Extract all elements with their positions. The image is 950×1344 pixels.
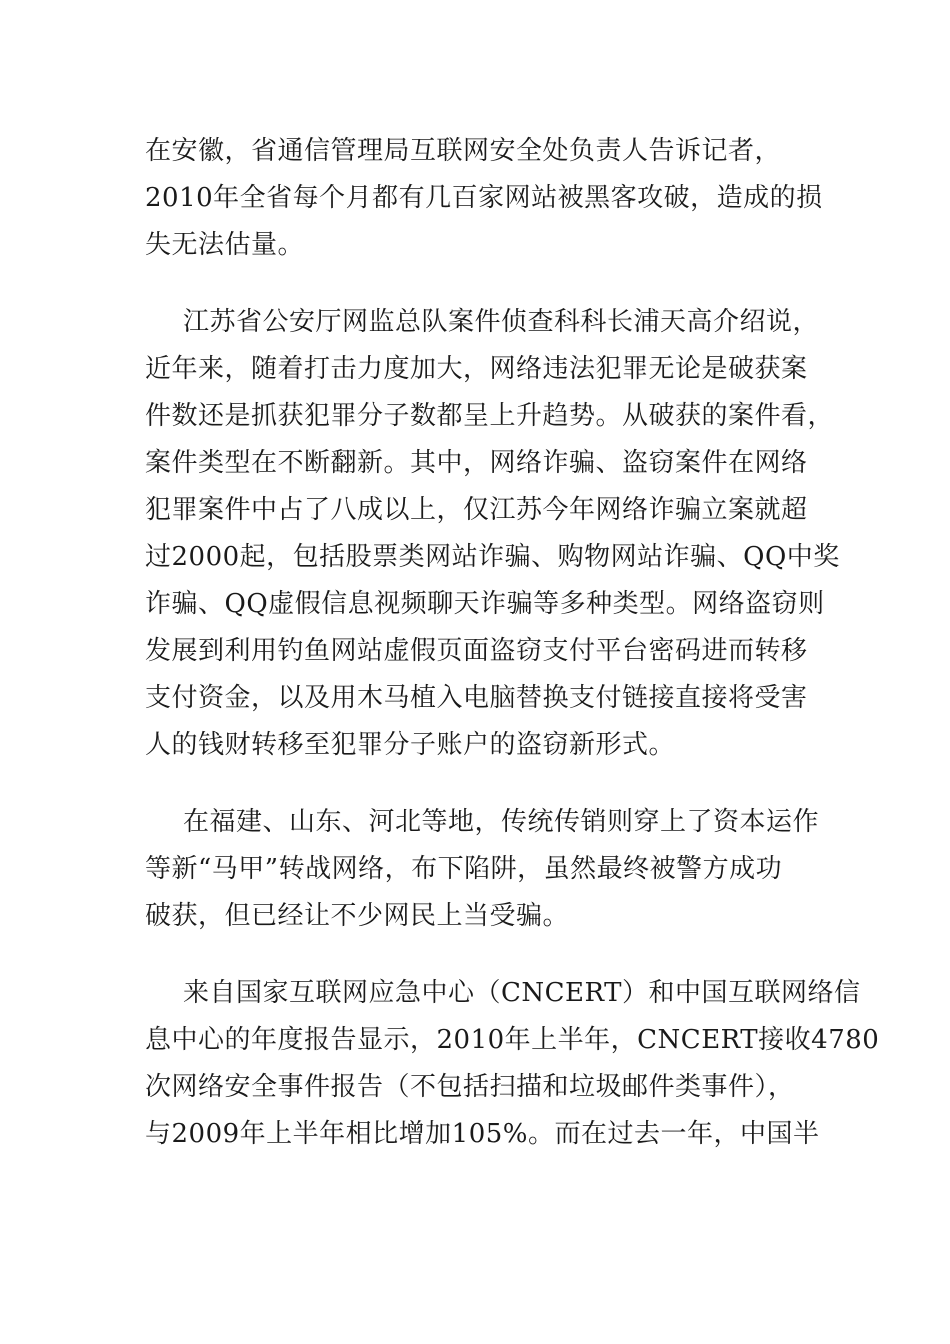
text-line: 在福建、山东、河北等地，传统传销则穿上了资本运作 (183, 807, 820, 837)
text-line: 破获，但已经让不少网民上当受骗。 (145, 901, 570, 931)
text-line: 江苏省公安厅网监总队案件侦查科科长浦天高介绍说， (183, 307, 820, 337)
text-line: 等新“马甲”转战网络，布下陷阱，虽然最终被警方成功 (145, 854, 783, 884)
text-line: 来自国家互联网应急中心（CNCERT）和中国互联网络信 (183, 978, 861, 1008)
paragraph-fujian (145, 799, 820, 940)
paragraph-anhui (145, 128, 823, 269)
paragraph-jiangsu (145, 299, 840, 769)
text-line: 案件类型在不断翻新。其中，网络诈骗、盗窃案件在网络 (145, 448, 808, 478)
text-line: 支付资金，以及用木马植入电脑替换支付链接直接将受害 (145, 683, 808, 713)
text-line: 与2009年上半年相比增加105%。而在过去一年，中国半 (145, 1119, 820, 1149)
text-line: 诈骗、QQ虚假信息视频聊天诈骗等多种类型。网络盗窃则 (145, 589, 825, 619)
text-line: 件数还是抓获犯罪分子数都呈上升趋势。从破获的案件看， (145, 401, 835, 431)
text-line: 人的钱财转移至犯罪分子账户的盗窃新形式。 (145, 730, 676, 760)
text-line: 近年来，随着打击力度加大，网络违法犯罪无论是破获案 (145, 354, 808, 384)
paragraph-cncert (145, 970, 880, 1158)
text-line: 发展到利用钓鱼网站虚假页面盗窃支付平台密码进而转移 (145, 636, 808, 666)
text-line: 犯罪案件中占了八成以上，仅江苏今年网络诈骗立案就超 (145, 495, 808, 525)
text-line: 过2000起，包括股票类网站诈骗、购物网站诈骗、QQ中奖 (145, 542, 840, 572)
text-line: 息中心的年度报告显示，2010年上半年，CNCERT接收4780 (145, 1025, 880, 1055)
document-body (145, 128, 880, 1188)
text-line: 失无法估量。 (145, 230, 305, 260)
text-line: 2010年全省每个月都有几百家网站被黑客攻破，造成的损 (145, 183, 823, 213)
text-line: 在安徽，省通信管理局互联网安全处负责人告诉记者， (145, 136, 782, 166)
text-line: 次网络安全事件报告（不包括扫描和垃圾邮件类事件）， (145, 1072, 795, 1102)
